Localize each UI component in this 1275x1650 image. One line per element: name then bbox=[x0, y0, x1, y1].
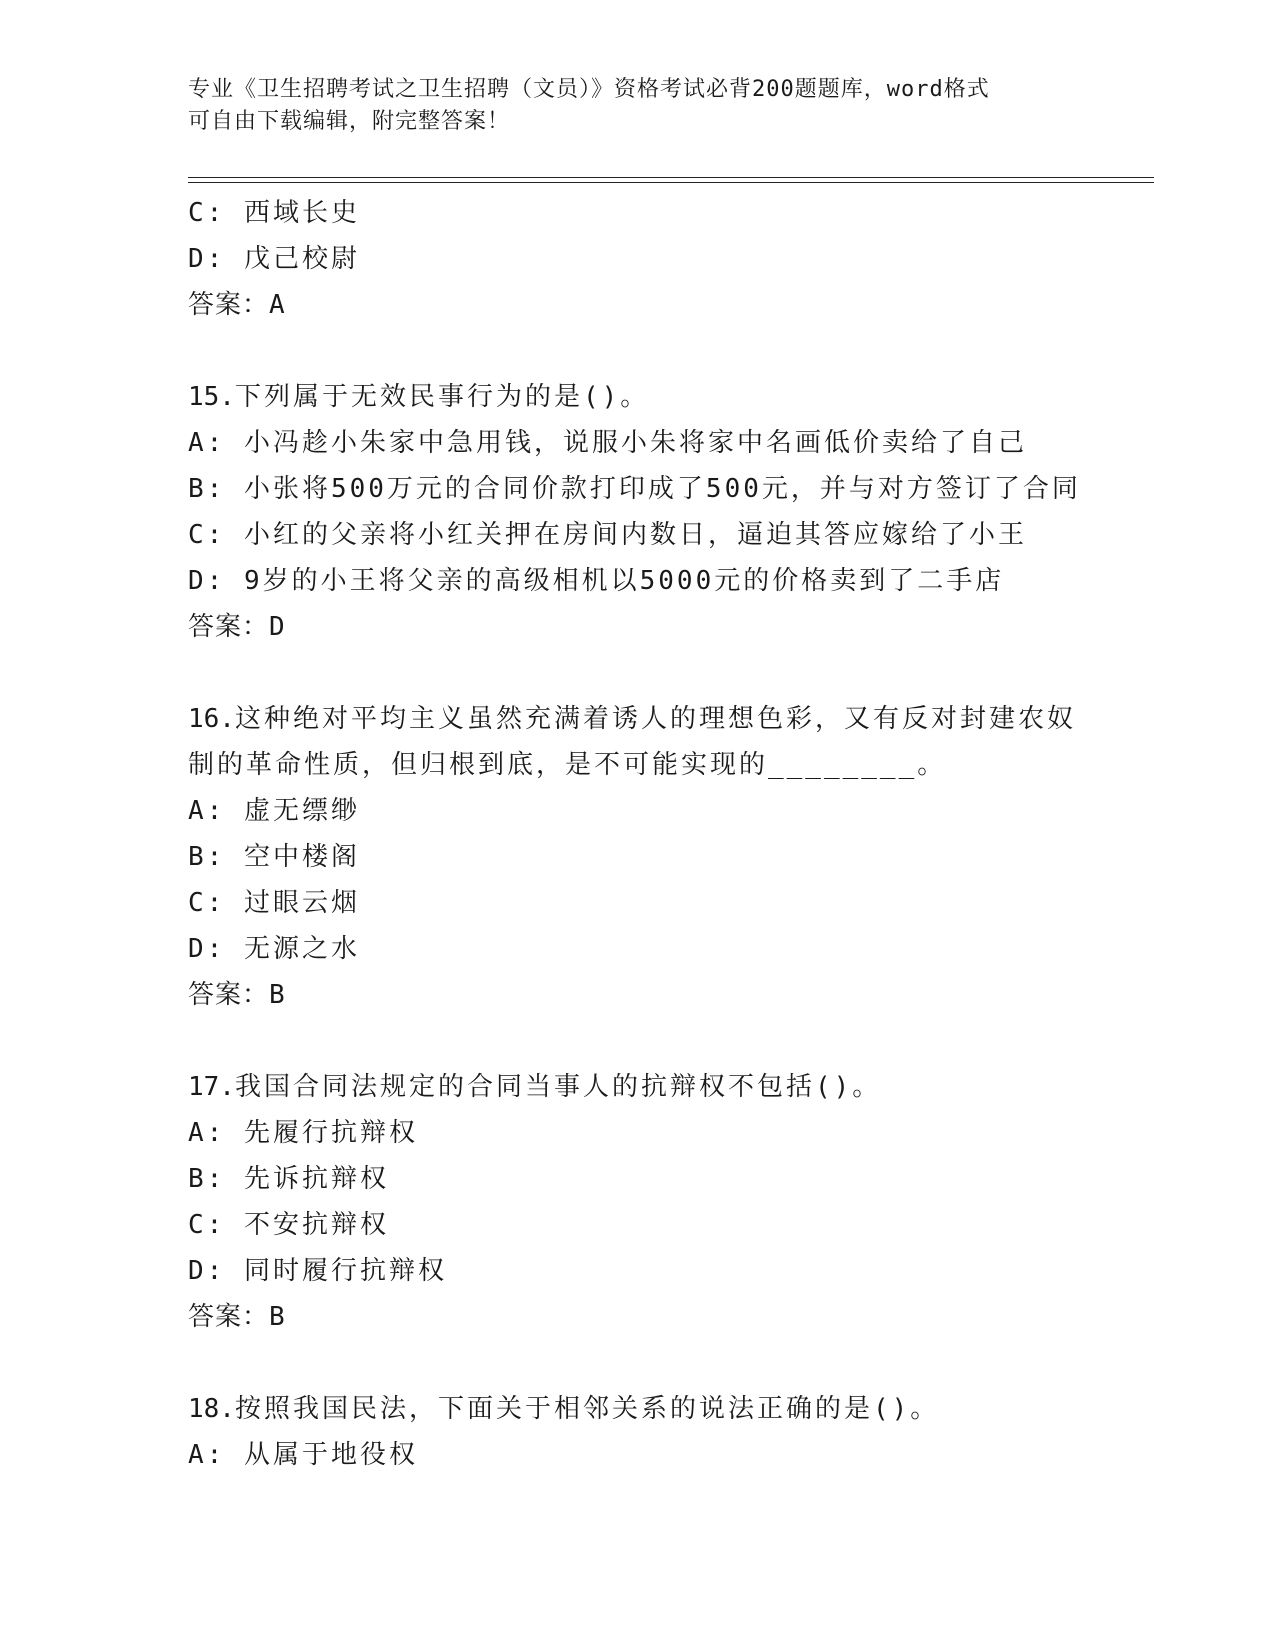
option-a: A: 先履行抗辩权 bbox=[188, 1118, 418, 1148]
option-d: D: 9岁的小王将父亲的高级相机以5000元的价格卖到了二手店 bbox=[188, 566, 1005, 596]
header-divider-top bbox=[188, 177, 1154, 178]
option-a: A: 从属于地役权 bbox=[188, 1440, 418, 1470]
header-divider-bottom bbox=[188, 182, 1154, 183]
answer-line: 答案：B bbox=[188, 1302, 286, 1332]
option-c: C: 小红的父亲将小红关押在房间内数日，逼迫其答应嫁给了小王 bbox=[188, 520, 1027, 550]
question-15 bbox=[188, 374, 1148, 650]
option-d: D: 戊己校尉 bbox=[188, 244, 360, 274]
option-d: D: 无源之水 bbox=[188, 934, 360, 964]
question-stem: 17.我国合同法规定的合同当事人的抗辩权不包括()。 bbox=[188, 1072, 882, 1102]
question-stem-line-2: 制的革命性质，但归根到底，是不可能实现的________。 bbox=[188, 750, 947, 780]
option-d: D: 同时履行抗辩权 bbox=[188, 1256, 447, 1286]
answer-line: 答案：B bbox=[188, 980, 286, 1010]
option-a: A: 小冯趁小朱家中急用钱，说服小朱将家中名画低价卖给了自己 bbox=[188, 428, 1027, 458]
option-c: C: 西域长史 bbox=[188, 198, 360, 228]
question-list bbox=[188, 190, 1148, 1478]
option-b: B: 空中楼阁 bbox=[188, 842, 360, 872]
option-b: B: 先诉抗辩权 bbox=[188, 1164, 389, 1194]
question-18 bbox=[188, 1386, 1148, 1478]
document-header bbox=[188, 74, 1088, 138]
question-17 bbox=[188, 1064, 1148, 1340]
question-stem: 18.按照我国民法，下面关于相邻关系的说法正确的是()。 bbox=[188, 1394, 940, 1424]
header-line-1: 专业《卫生招聘考试之卫生招聘（文员）》资格考试必背200题题库，word格式 bbox=[188, 77, 990, 102]
answer-line: 答案：A bbox=[188, 290, 286, 320]
question-stem: 15.下列属于无效民事行为的是()。 bbox=[188, 382, 650, 412]
option-c: C: 过眼云烟 bbox=[188, 888, 360, 918]
answer-line: 答案：D bbox=[188, 612, 286, 642]
question-14-tail bbox=[188, 190, 1148, 328]
option-a: A: 虚无缥缈 bbox=[188, 796, 360, 826]
question-16 bbox=[188, 696, 1148, 1018]
option-b: B: 小张将500万元的合同价款打印成了500元，并与对方签订了合同 bbox=[188, 474, 1081, 504]
question-stem-line-1: 16.这种绝对平均主义虽然充满着诱人的理想色彩，又有反对封建农奴 bbox=[188, 704, 1076, 734]
header-line-2: 可自由下载编辑，附完整答案！ bbox=[188, 109, 511, 134]
option-c: C: 不安抗辩权 bbox=[188, 1210, 389, 1240]
